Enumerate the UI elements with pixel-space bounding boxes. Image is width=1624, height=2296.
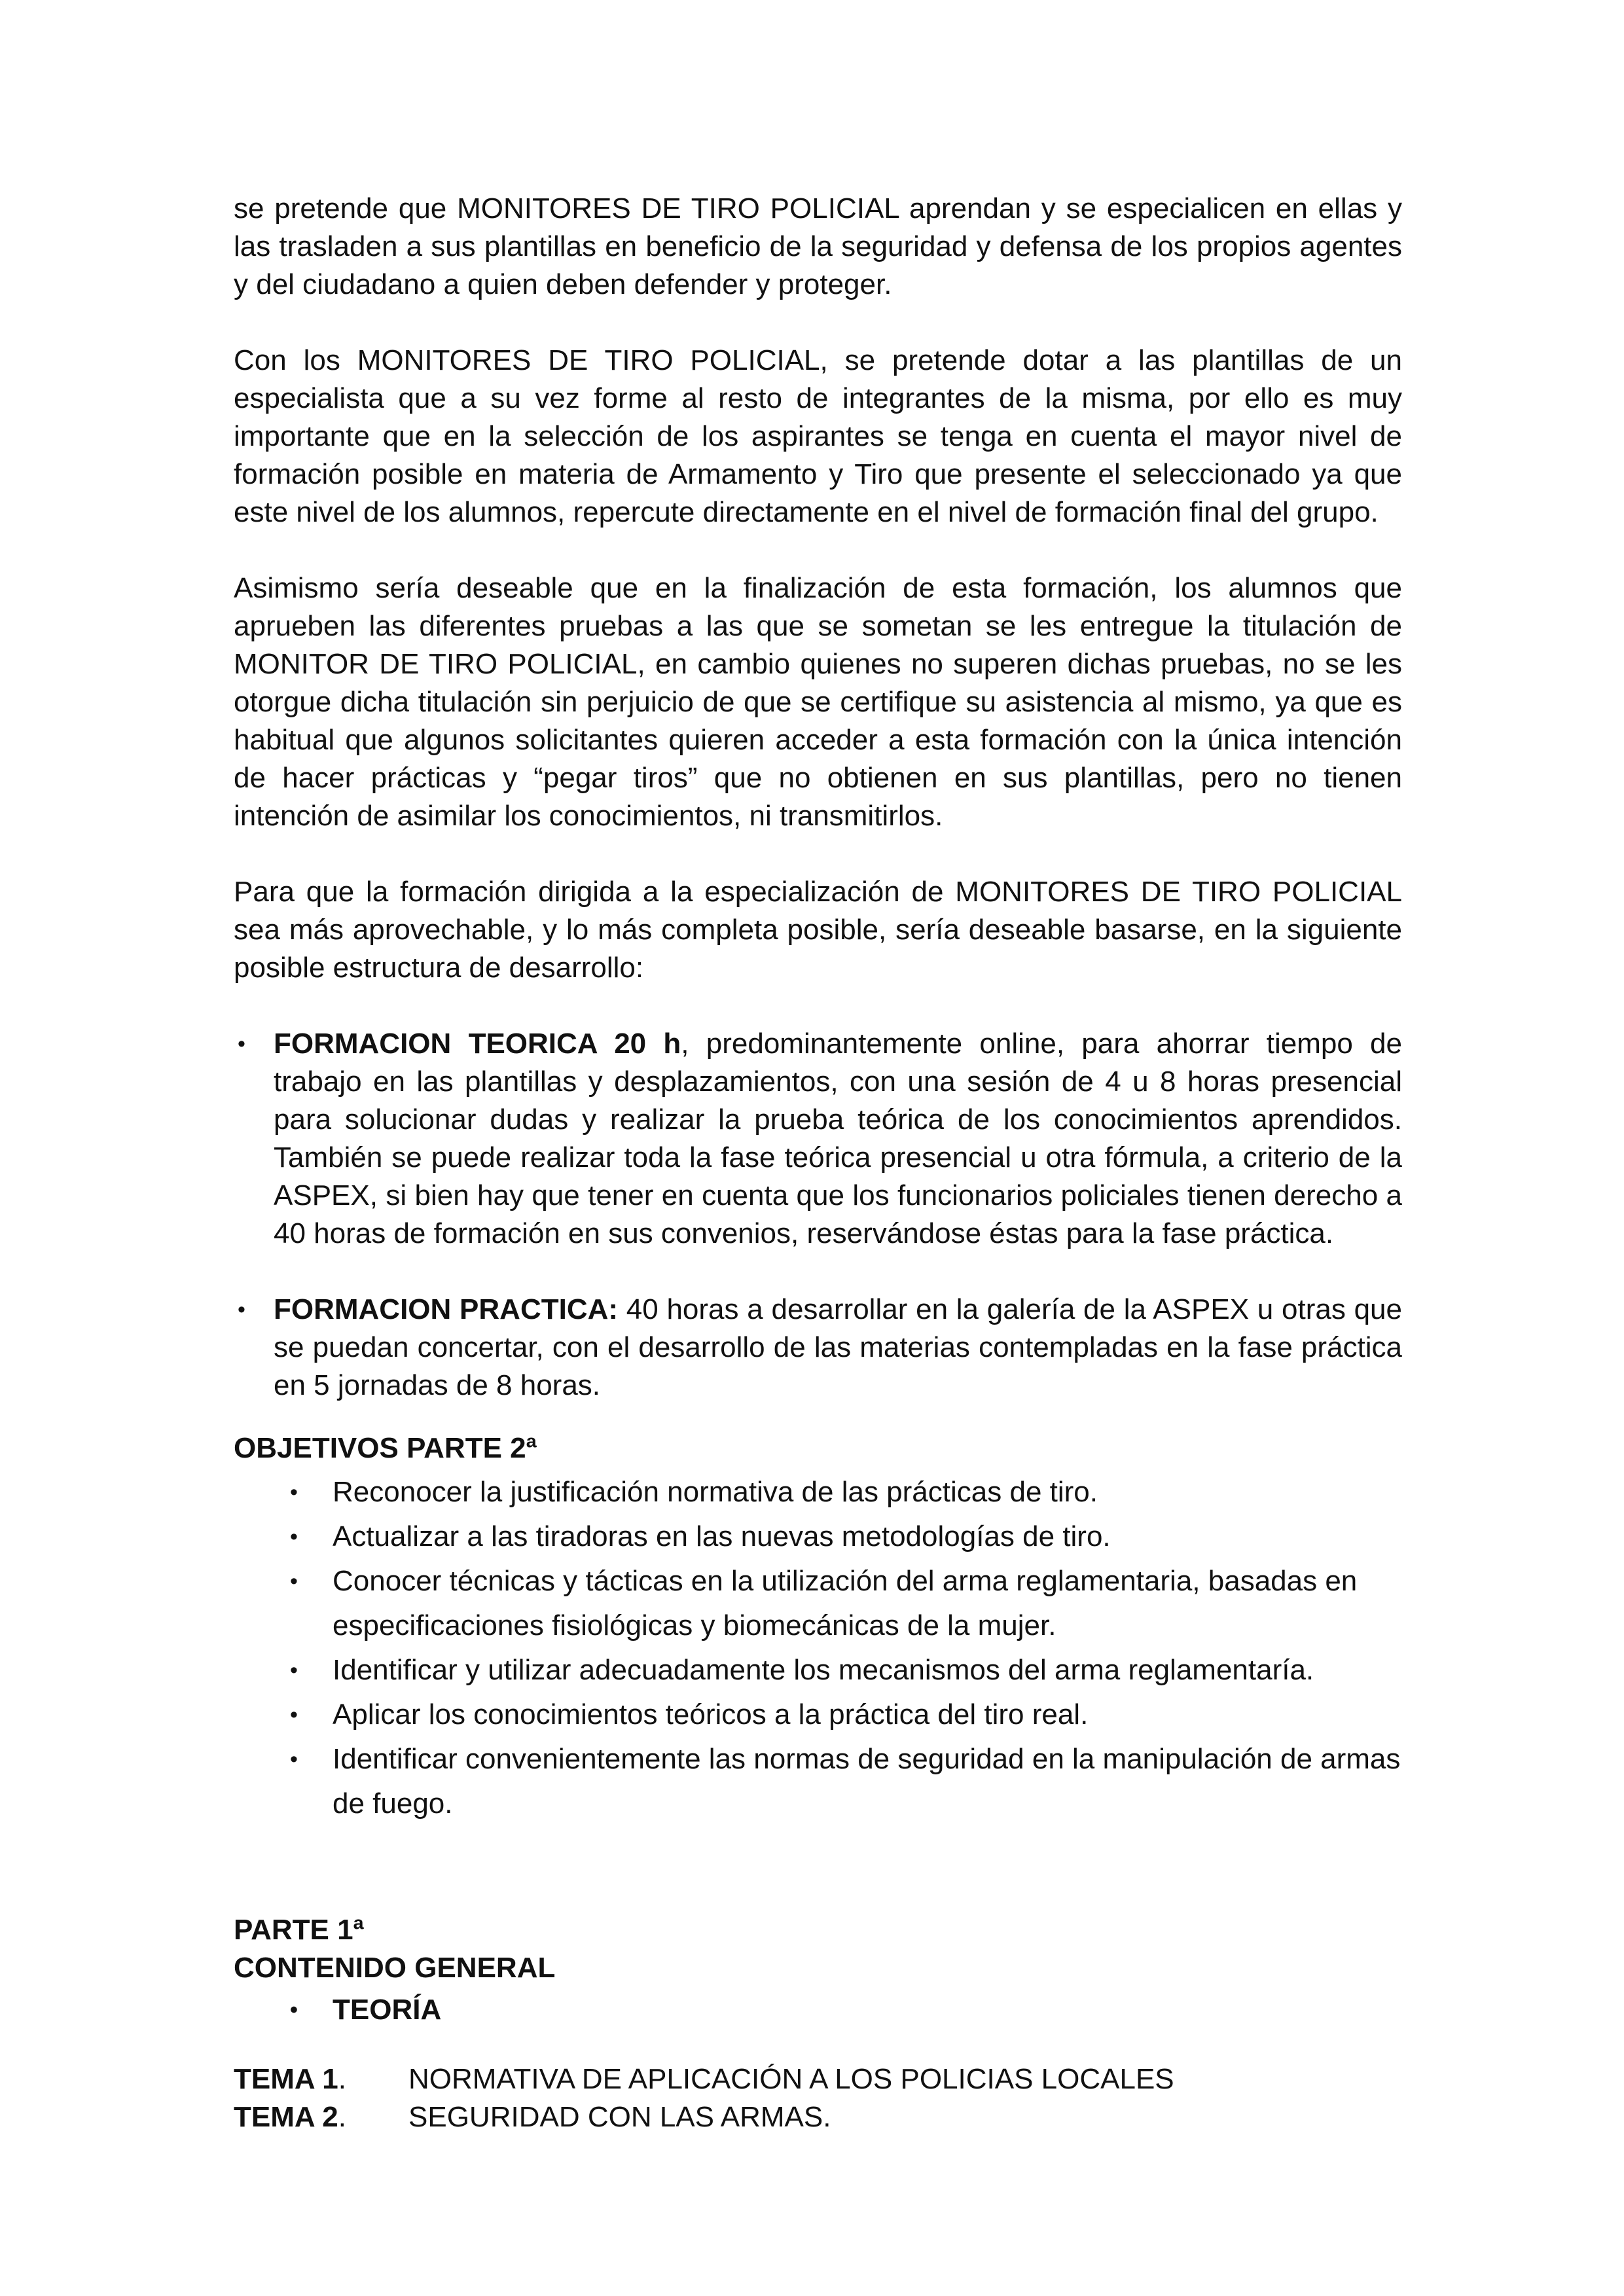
objective-item: • Reconocer la justificación normativa de las prácticas de tiro. [234, 1470, 1402, 1515]
paragraph-intro: se pretende que MONITORES DE TIRO POLICIAL aprendan y se especialicen en ellas y las trasladen a sus plantillas en beneficio de la seguridad y defensa de los propios agentes y del ciudadano a quien deben defender y proteger. [234, 192, 1402, 300]
bullet-icon: • [290, 1998, 298, 2022]
objective-item: • Identificar y utilizar adecuadamente los mecanismos del arma reglamentaría. [234, 1648, 1402, 1693]
bullet-icon: • [290, 1480, 298, 1505]
content-heading: CONTENIDO GENERAL [234, 1952, 556, 1984]
tema-row [234, 2098, 1402, 2136]
objectives-heading: OBJETIVOS PARTE 2ª [234, 1432, 537, 1464]
theory-label: TEORÍA [333, 1994, 442, 2026]
document-page [234, 190, 1402, 2136]
tema-sep: . [338, 2101, 346, 2133]
objective-item: • Actualizar a las tiradoras en las nuevas metodologías de tiro. [234, 1515, 1402, 1559]
bullet-icon: • [290, 1702, 298, 1727]
formation-title: FORMACION PRACTICA: [274, 1293, 619, 1325]
formation-text: 40 horas a desarrollar en la galería de la ASPEX u otras que se puedan concertar, con el desarrollo de las materias contempladas en la fase práctica en 5 jornadas de 8 horas. [274, 1293, 1402, 1401]
bullet-icon: • [290, 1569, 298, 1594]
theory-item [234, 1991, 1402, 2029]
tema-title: NORMATIVA DE APLICACIÓN A LOS POLICIAS LOCALES [408, 2063, 1174, 2095]
paragraph-estructura: Para que la formación dirigida a la especialización de MONITORES DE TIRO POLICIAL sea más aprovechable, y lo más completa posible, sería deseable basarse, en la siguiente posible estructura de desarrollo: [234, 876, 1402, 984]
bullet-icon: • [238, 1031, 245, 1056]
tema-row [234, 2060, 1402, 2098]
objectives-list [234, 1470, 1402, 1826]
bullet-icon: • [238, 1297, 245, 1322]
formation-item-practica [234, 1291, 1402, 1405]
objective-item: • Aplicar los conocimientos teóricos a la práctica del tiro real. [234, 1693, 1402, 1737]
objective-item: • Conocer técnicas y tácticas en la utilización del arma reglamentaria, basadas en especificaciones fisiológicas y biomecánicas de la mujer. [234, 1559, 1402, 1648]
paragraph-titulacion: Asimismo sería deseable que en la finalización de esta formación, los alumnos que aprueben las diferentes pruebas a las que se sometan se les entregue la titulación de MONITOR DE TIRO POLICIAL, en cambio quienes no superen dichas pruebas, no se les otorgue dicha titulación sin perjuicio de que se certifique su asistencia al mismo, ya que es habitual que algunos solicitantes quieren acceder a esta formación con la única intención de hacer prácticas y “pegar tiros” que no obtienen en sus plantillas, pero no tienen intención de asimilar los conocimientos, ni transmitirlos. [234, 572, 1402, 832]
formation-text: , predominantemente online, para ahorrar tiempo de trabajo en las plantillas y desplazamientos, con una sesión de 4 u 8 horas presencial para solucionar dudas y realizar la prueba teórica de los conocimientos aprendidos. También se puede realizar toda la fase teórica presencial u otra fórmula, a criterio de la ASPEX, si bien hay que tener en cuenta que los funcionarios policiales tienen derecho a 40 horas de formación en sus convenios, reservándose éstas para la fase práctica. [274, 1028, 1402, 1249]
bullet-icon: • [290, 1747, 298, 1772]
paragraph-monitores: Con los MONITORES DE TIRO POLICIAL, se pretende dotar a las plantillas de un especialista que a su vez forme al resto de integrantes de la misma, por ello es muy importante que en la selección de los aspirantes se tenga en cuenta el mayor nivel de formación posible en materia de Armamento y Tiro que presente el seleccionado ya que este nivel de los alumnos, repercute directamente en el nivel de formación final del grupo. [234, 344, 1402, 528]
tema-label: TEMA 2 [234, 2101, 338, 2133]
objective-item: • Identificar convenientemente las normas de seguridad en la manipulación de armas de fuego. [234, 1737, 1402, 1826]
section-spacer [234, 1826, 1402, 1911]
bullet-icon: • [290, 1658, 298, 1683]
part-heading: PARTE 1ª [234, 1914, 364, 1946]
bullet-icon: • [290, 1524, 298, 1549]
tema-sep: . [338, 2063, 346, 2095]
formation-title: FORMACION TEORICA 20 h [274, 1028, 681, 1060]
tema-title: SEGURIDAD CON LAS ARMAS. [408, 2101, 831, 2133]
tema-label: TEMA 1 [234, 2063, 338, 2095]
tema-list [234, 2060, 1402, 2136]
formation-list [234, 1025, 1402, 1405]
formation-item-teorica [234, 1025, 1402, 1253]
